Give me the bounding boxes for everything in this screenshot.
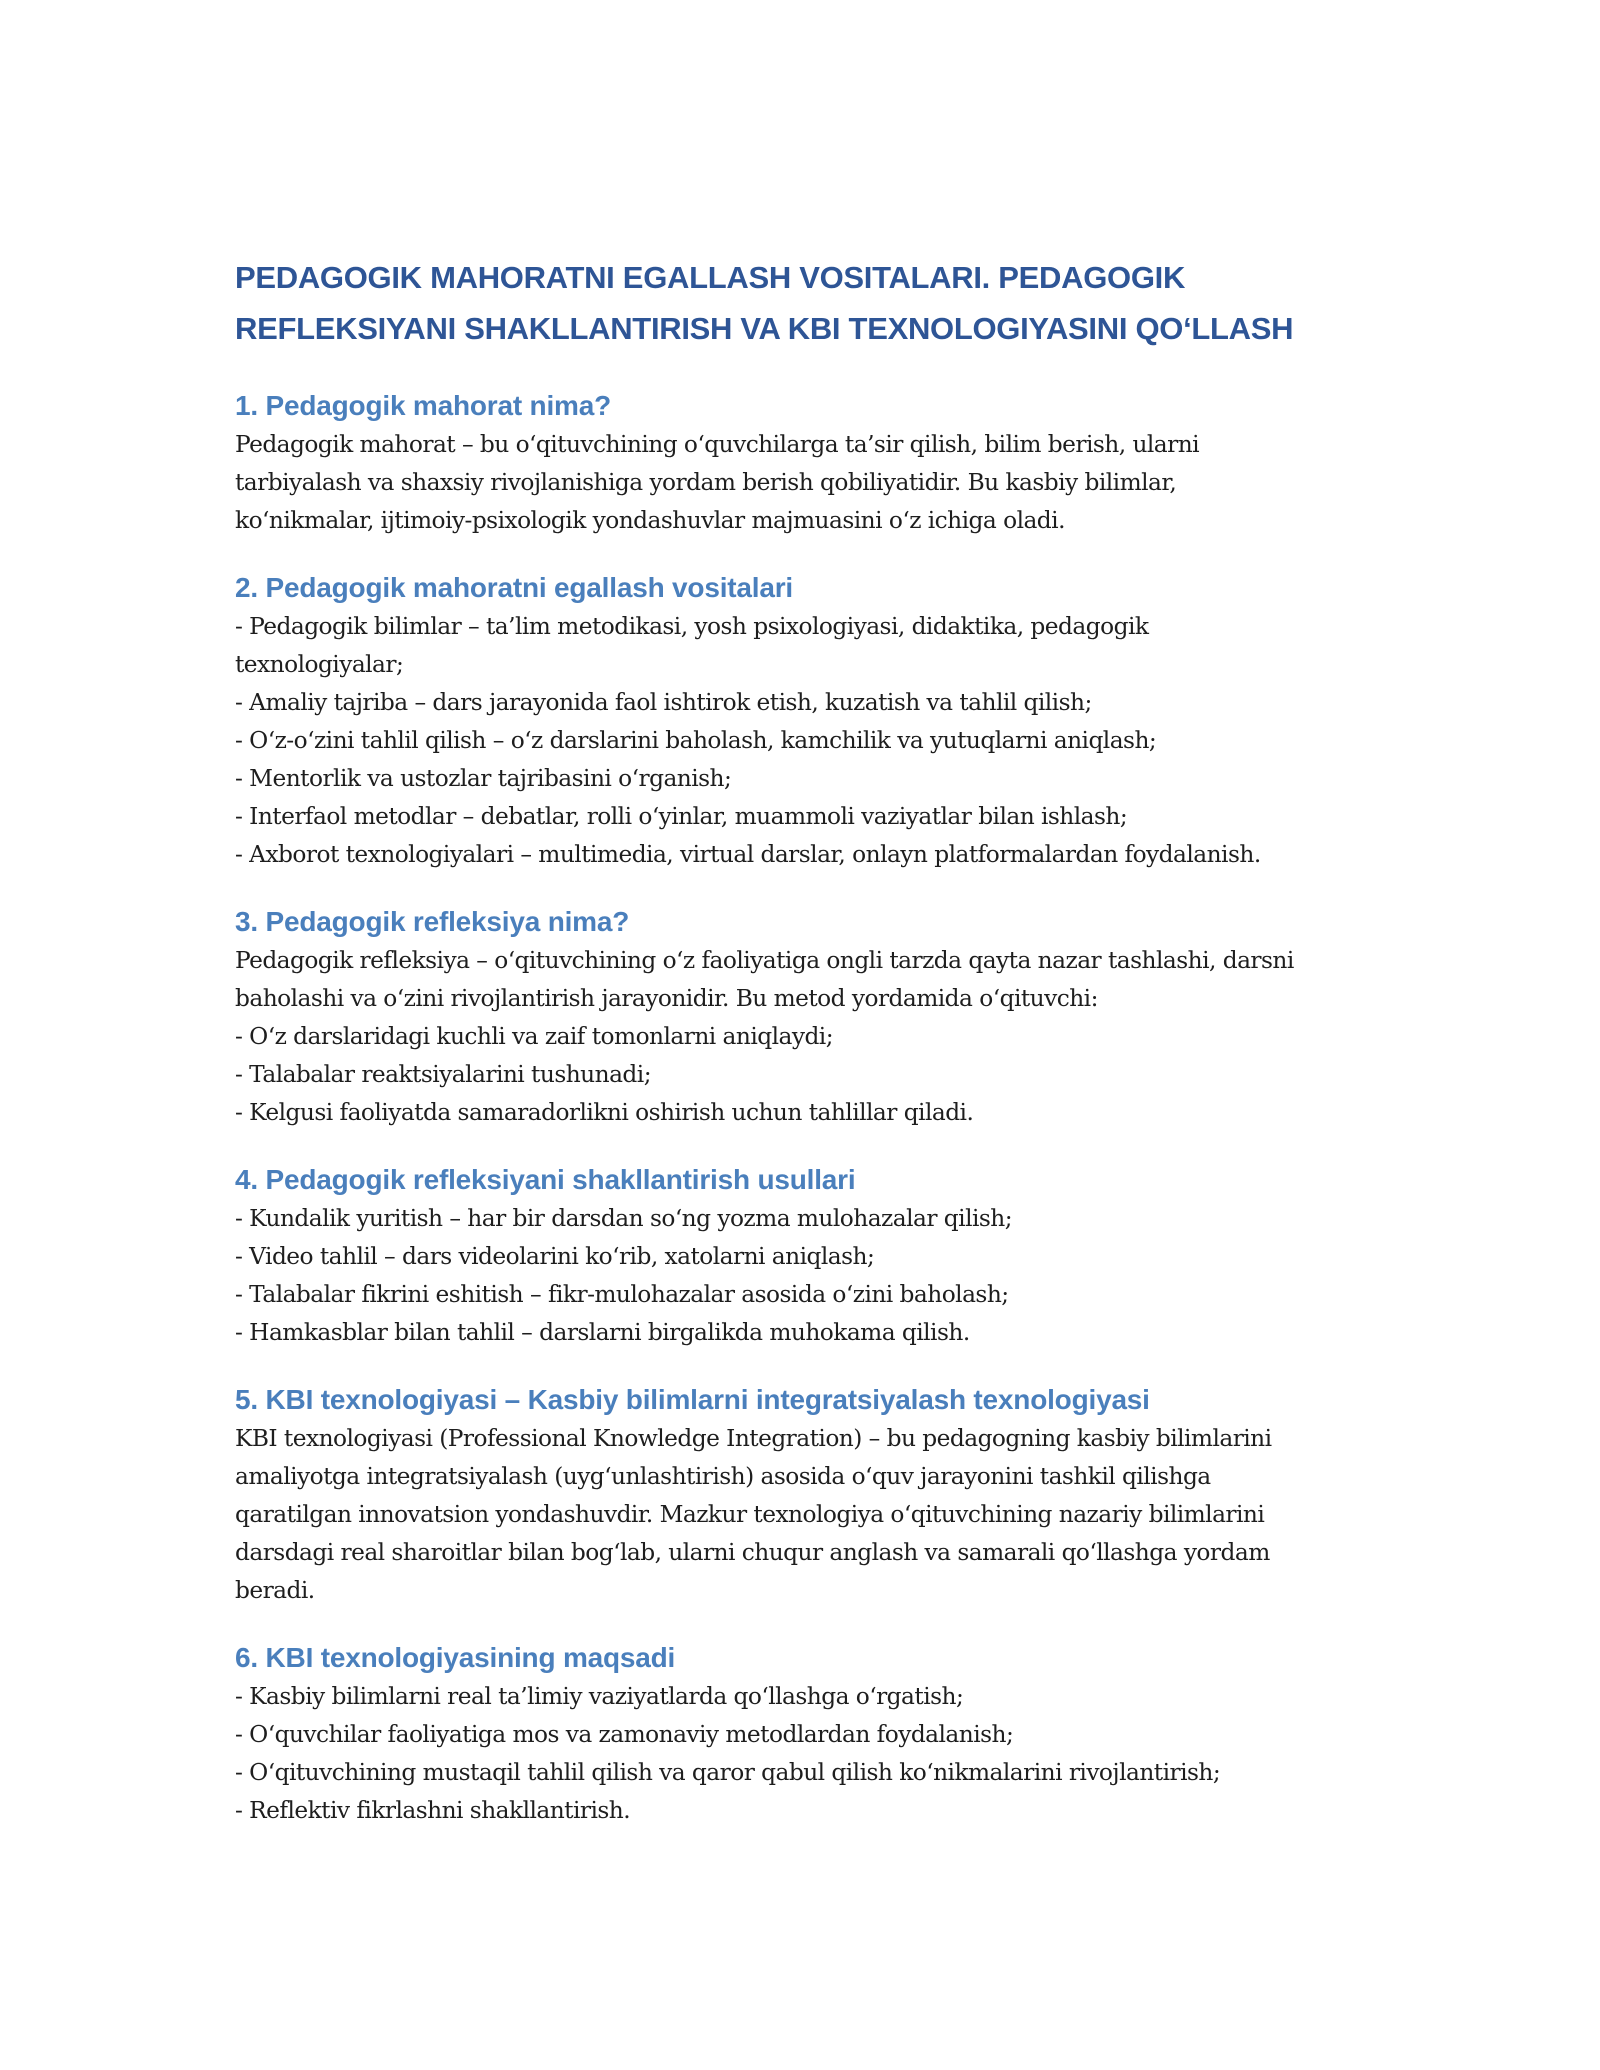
section-kbi-texnologiyasi: [235, 1380, 1365, 1610]
list-item: - Amaliy tajriba – dars jarayonida faol ishtirok etish, kuzatish va tahlil qilish;: [235, 689, 1092, 716]
section-kbi-maqsadi: [235, 1638, 1365, 1830]
list-item: - O‘qituvchining mustaqil tahlil qilish va qaror qabul qilish ko‘nikmalarini rivojlantirish;: [235, 1759, 1221, 1786]
text-line: ko‘nikmalar, ijtimoiy-psixologik yondashuvlar majmuasini o‘z ichiga oladi.: [235, 507, 1065, 534]
list-item: - Kasbiy bilimlarni real ta’limiy vaziyatlarda qo‘llashga o‘rgatish;: [235, 1683, 964, 1710]
section-heading: 6. KBI texnologiyasining maqsadi: [235, 1642, 676, 1673]
text-line: beradi.: [235, 1577, 315, 1604]
title-line: REFLEKSIYANI SHAKLLANTIRISH VA KBI TEXNOLOGIYASINI QO‘LLASH: [235, 311, 1294, 346]
section-heading: 5. KBI texnologiyasi – Kasbiy bilimlarni integratsiyalash texnologiyasi: [235, 1384, 1150, 1415]
section-body: [235, 426, 1365, 540]
list-item: - Kundalik yuritish – har bir darsdan so‘ng yozma mulohazalar qilish;: [235, 1205, 1013, 1232]
text-line: qaratilgan innovatsion yondashuvdir. Mazkur texnologiya o‘qituvchining nazariy bilimlarini: [235, 1501, 1265, 1528]
list-item: - Kelgusi faoliyatda samaradorlikni oshirish uchun tahlillar qiladi.: [235, 1099, 974, 1126]
text-line: amaliyotga integratsiyalash (uyg‘unlashtirish) asosida o‘quv jarayonini tashkil qilishga: [235, 1463, 1211, 1490]
list-item: - O‘z darslaridagi kuchli va zaif tomonlarni aniqlaydi;: [235, 1023, 834, 1050]
list-item: - O‘z-o‘zini tahlil qilish – o‘z darslarini baholash, kamchilik va yutuqlarni aniqlash;: [235, 727, 1157, 754]
section-pedagogik-refleksiya: [235, 902, 1365, 1132]
section-body: [235, 608, 1365, 874]
section-body: [235, 1678, 1365, 1830]
text-line: Pedagogik refleksiya – o‘qituvchining o‘z faoliyatiga ongli tarzda qayta nazar tashlashi, darsni: [235, 947, 1294, 974]
section-body: [235, 1420, 1365, 1610]
section-pedagogik-mahorat: [235, 386, 1365, 540]
section-heading: 4. Pedagogik refleksiyani shakllantirish usullari: [235, 1164, 856, 1195]
section-heading: 2. Pedagogik mahoratni egallash vositalari: [235, 572, 794, 603]
section-refleksiya-usullari: [235, 1160, 1365, 1352]
list-item: - Talabalar fikrini eshitish – fikr-mulohazalar asosida o‘zini baholash;: [235, 1281, 1009, 1308]
text-line: baholashi va o‘zini rivojlantirish jarayonidir. Bu metod yordamida o‘qituvchi:: [235, 985, 1098, 1012]
text-line: KBI texnologiyasi (Professional Knowledge Integration) – bu pedagogning kasbiy bilimlarini: [235, 1425, 1272, 1452]
list-item: - O‘quvchilar faoliyatiga mos va zamonaviy metodlardan foydalanish;: [235, 1721, 1014, 1748]
list-item: - Interfaol metodlar – debatlar, rolli o‘yinlar, muammoli vaziyatlar bilan ishlash;: [235, 803, 1128, 830]
section-egallash-vositalari: [235, 568, 1365, 874]
list-item: - Pedagogik bilimlar – ta’lim metodikasi, yosh psixologiyasi, didaktika, pedagogik: [235, 613, 1149, 640]
section-heading: 1. Pedagogik mahorat nima?: [235, 390, 611, 421]
list-item: - Video tahlil – dars videolarini ko‘rib, xatolarni aniqlash;: [235, 1243, 875, 1270]
section-body: [235, 942, 1365, 1132]
document-title: [235, 252, 1365, 354]
text-line: darsdagi real sharoitlar bilan bog‘lab, ularni chuqur anglash va samarali qo‘llashga yordam: [235, 1539, 1270, 1566]
text-line: Pedagogik mahorat – bu o‘qituvchining o‘quvchilarga ta’sir qilish, bilim berish, ularni: [235, 431, 1200, 458]
list-item: - Hamkasblar bilan tahlil – darslarni birgalikda muhokama qilish.: [235, 1319, 970, 1346]
document-page: [235, 252, 1365, 1830]
list-item: - Mentorlik va ustozlar tajribasini o‘rganish;: [235, 765, 732, 792]
list-item: - Talabalar reaktsiyalarini tushunadi;: [235, 1061, 651, 1088]
list-item: - Reflektiv fikrlashni shakllantirish.: [235, 1797, 631, 1824]
section-heading: 3. Pedagogik refleksiya nima?: [235, 906, 630, 937]
text-line: tarbiyalash va shaxsiy rivojlanishiga yordam berish qobiliyatidir. Bu kasbiy bilimlar,: [235, 469, 1177, 496]
title-line: PEDAGOGIK MAHORATNI EGALLASH VOSITALARI. PEDAGOGIK: [235, 260, 1186, 295]
list-item: - Axborot texnologiyalari – multimedia, virtual darslar, onlayn platformalardan foydalanish.: [235, 841, 1261, 868]
section-body: [235, 1200, 1365, 1352]
list-item-continuation: texnologiyalar;: [235, 651, 404, 678]
